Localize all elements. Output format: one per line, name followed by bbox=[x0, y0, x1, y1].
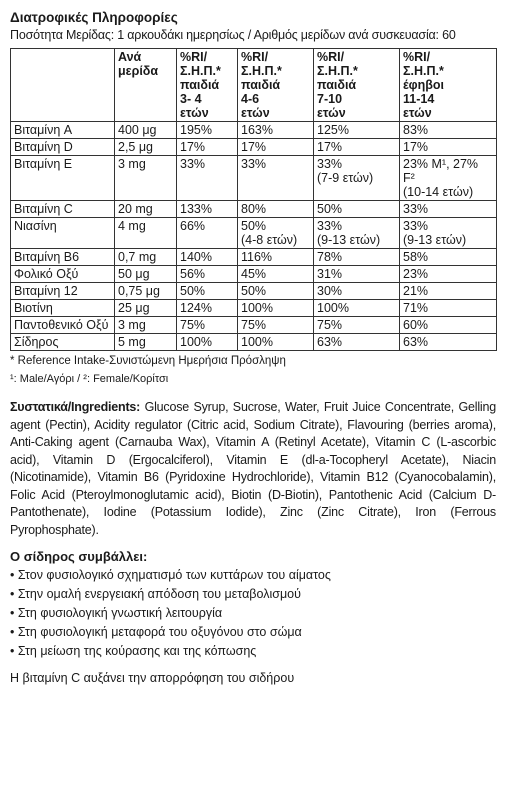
value-cell: 23% bbox=[400, 266, 497, 283]
list-item: • Στη φυσιολογική μεταφορά του οξυγόνου στο σώμα bbox=[10, 623, 496, 642]
value-cell: 78% bbox=[314, 249, 400, 266]
table-row bbox=[11, 218, 497, 249]
value-cell: 83% bbox=[400, 122, 497, 139]
nutrient-name: Φολικό Οξύ bbox=[11, 266, 115, 283]
value-cell: 71% bbox=[400, 300, 497, 317]
page-title: Διατροφικές Πληροφορίες bbox=[10, 10, 178, 25]
value-cell: 31% bbox=[314, 266, 400, 283]
header-children-7-10: %RI/ Σ.Η.Π.* παιδιά 7-10 ετών bbox=[314, 49, 400, 122]
nutrient-name: Βιταμίνη A bbox=[11, 122, 115, 139]
nutrient-name: Βιταμίνη D bbox=[11, 139, 115, 156]
value-cell: 66% bbox=[177, 218, 238, 249]
value-cell: 45% bbox=[238, 266, 314, 283]
amount-cell: 0,7 mg bbox=[115, 249, 177, 266]
value-cell: 33% bbox=[177, 156, 238, 201]
list-item: • Στην ομαλή ενεργειακή απόδοση του μεταβολισμού bbox=[10, 585, 496, 604]
amount-cell: 3 mg bbox=[115, 156, 177, 201]
value-cell: 124% bbox=[177, 300, 238, 317]
value-cell: 75% bbox=[177, 317, 238, 334]
table-row bbox=[11, 249, 497, 266]
table-row bbox=[11, 300, 497, 317]
value-cell: 17% bbox=[238, 139, 314, 156]
vitamin-c-note: Η βιταμίνη C αυξάνει την απορρόφηση του σιδήρου bbox=[10, 671, 295, 685]
nutrient-name: Βιοτίνη bbox=[11, 300, 115, 317]
value-cell: 17% bbox=[400, 139, 497, 156]
value-cell: 75% bbox=[238, 317, 314, 334]
header-children-3-4: %RI/ Σ.Η.Π.* παιδιά 3- 4 ετών bbox=[177, 49, 238, 122]
value-cell: 133% bbox=[177, 201, 238, 218]
nutrient-name: Βιταμίνη 12 bbox=[11, 283, 115, 300]
value-cell: 17% bbox=[177, 139, 238, 156]
table-row bbox=[11, 156, 497, 201]
value-cell: 100% bbox=[314, 300, 400, 317]
value-cell: 33% (9-13 ετών) bbox=[314, 218, 400, 249]
nutrient-name: Νιασίνη bbox=[11, 218, 115, 249]
list-item: • Στον φυσιολογικό σχηματισμό των κυττάρων του αίματος bbox=[10, 566, 496, 585]
value-cell: 50% bbox=[314, 201, 400, 218]
table-row bbox=[11, 283, 497, 300]
list-item: • Στη φυσιολογική γνωστική λειτουργία bbox=[10, 604, 496, 623]
ingredients-label: Συστατικά/Ingredients: bbox=[10, 400, 141, 414]
value-cell: 50% bbox=[177, 283, 238, 300]
value-cell: 33% bbox=[238, 156, 314, 201]
gender-footnote: ¹: Male/Αγόρι / ²: Female/Κορίτσι bbox=[10, 373, 169, 385]
nutrient-name: Βιταμίνη C bbox=[11, 201, 115, 218]
value-cell: 75% bbox=[314, 317, 400, 334]
header-per-serving: Ανά μερίδα bbox=[115, 49, 177, 122]
value-cell: 21% bbox=[400, 283, 497, 300]
value-cell: 125% bbox=[314, 122, 400, 139]
amount-cell: 50 μg bbox=[115, 266, 177, 283]
value-cell: 100% bbox=[177, 334, 238, 351]
amount-cell: 5 mg bbox=[115, 334, 177, 351]
table-header-row bbox=[11, 49, 497, 122]
value-cell: 33% (7-9 ετών) bbox=[314, 156, 400, 201]
table-row bbox=[11, 334, 497, 351]
table-row bbox=[11, 122, 497, 139]
amount-cell: 4 mg bbox=[115, 218, 177, 249]
amount-cell: 400 μg bbox=[115, 122, 177, 139]
table-row bbox=[11, 317, 497, 334]
ingredients-block bbox=[10, 399, 496, 539]
value-cell: 195% bbox=[177, 122, 238, 139]
value-cell: 23% M¹, 27% F² (10-14 ετών) bbox=[400, 156, 497, 201]
value-cell: 58% bbox=[400, 249, 497, 266]
amount-cell: 3 mg bbox=[115, 317, 177, 334]
value-cell: 60% bbox=[400, 317, 497, 334]
value-cell: 163% bbox=[238, 122, 314, 139]
table-row bbox=[11, 266, 497, 283]
nutrient-name: Βιταμίνη B6 bbox=[11, 249, 115, 266]
list-item: • Στη μείωση της κούρασης και της κόπωσης bbox=[10, 642, 496, 661]
value-cell: 30% bbox=[314, 283, 400, 300]
nutrient-name: Σίδηρος bbox=[11, 334, 115, 351]
value-cell: 50% (4-8 ετών) bbox=[238, 218, 314, 249]
value-cell: 80% bbox=[238, 201, 314, 218]
ingredients-text: Glucose Syrup, Sucrose, Water, Fruit Juice Concentrate, Gelling agent (Pectin), Acidity regulator (Citric acid, Sodium Citrate), Flavouring (berries aroma), Anti-Caking agent (Carnauba Wax), Vitamin A (Retinyl Acetate), Vitamin C (L-ascorbic acid), Vitamin D (Ergocalciferol), Vitamin E (dl-a-Tocopheryl Acetate), Niacin (Nicotinamide), Vitamin B6 (Pyridoxine Hydrochloride), Vitamin B12 (Cyanocobalamin), Folic Acid (Pteroylmonoglutamic acid), Biotin (D-Biotin), Pantothenic Acid (Calcium D- Pantothenate), Iodine (Potassium Iodide), Zinc (Zinc Citrate), Iron (Ferrous Pyrophosphate). bbox=[10, 400, 496, 537]
value-cell: 100% bbox=[238, 334, 314, 351]
nutrition-table bbox=[10, 48, 497, 351]
header-teens-11-14: %RI/ Σ.Η.Π.* έφηβοι 11-14 ετών bbox=[400, 49, 497, 122]
value-cell: 56% bbox=[177, 266, 238, 283]
header-blank bbox=[11, 49, 115, 122]
table-row bbox=[11, 139, 497, 156]
value-cell: 63% bbox=[314, 334, 400, 351]
iron-benefits-list bbox=[10, 566, 496, 661]
value-cell: 63% bbox=[400, 334, 497, 351]
value-cell: 100% bbox=[238, 300, 314, 317]
table-row bbox=[11, 201, 497, 218]
header-children-4-6: %RI/ Σ.Η.Π.* παιδιά 4-6 ετών bbox=[238, 49, 314, 122]
nutrient-name: Βιταμίνη E bbox=[11, 156, 115, 201]
iron-benefits-heading: Ο σίδηρος συμβάλλει: bbox=[10, 549, 148, 564]
amount-cell: 0,75 μg bbox=[115, 283, 177, 300]
value-cell: 17% bbox=[314, 139, 400, 156]
serving-info: Ποσότητα Μερίδας: 1 αρκουδάκι ημερησίως / Αριθμός μερίδων ανά συσκευασία: 60 bbox=[10, 28, 456, 42]
amount-cell: 2,5 μg bbox=[115, 139, 177, 156]
reference-intake-footnote: * Reference Intake-Συνιστώμενη Ημερήσια Πρόσληψη bbox=[10, 355, 286, 367]
amount-cell: 20 mg bbox=[115, 201, 177, 218]
amount-cell: 25 μg bbox=[115, 300, 177, 317]
value-cell: 33% (9-13 ετών) bbox=[400, 218, 497, 249]
value-cell: 33% bbox=[400, 201, 497, 218]
value-cell: 140% bbox=[177, 249, 238, 266]
value-cell: 116% bbox=[238, 249, 314, 266]
nutrient-name: Παντοθενικό Οξύ bbox=[11, 317, 115, 334]
value-cell: 50% bbox=[238, 283, 314, 300]
